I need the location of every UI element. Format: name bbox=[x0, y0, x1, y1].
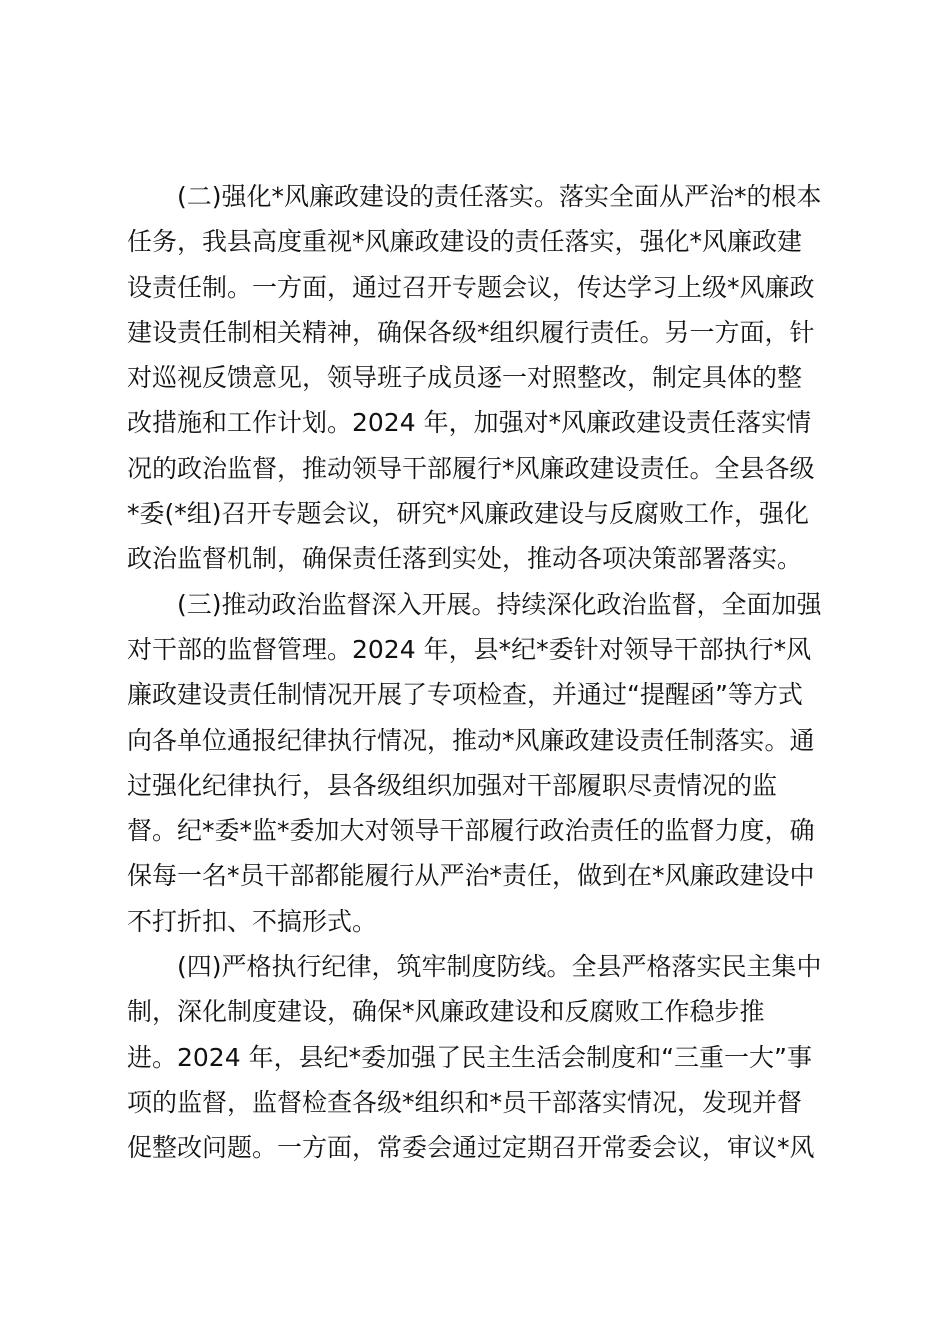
text-line: 改措施和工作计划。2024 年，加强对*风廉政建设责任落实情 bbox=[127, 408, 812, 438]
text-line: 督。纪*委*监*委加大对领导干部履行政治责任的监督力度，确 bbox=[127, 816, 815, 846]
body-text bbox=[127, 174, 837, 1171]
text-line: *委(*组)召开专题会议，研究*风廉政建设与反腐败工作，强化 bbox=[127, 499, 810, 529]
text-line: 设责任制。一方面，通过召开专题会议，传达学习上级*风廉政 bbox=[127, 272, 815, 302]
text-line: 建设责任制相关精神，确保各级*组织履行责任。另一方面，针 bbox=[127, 317, 815, 347]
paragraph-2-heading-line: (二)强化*风廉政建设的责任落实。落实全面从严治*的根本 bbox=[177, 182, 822, 211]
text-line: 过强化纪律执行，县各级组织加强对干部履职尽责情况的监 bbox=[127, 770, 778, 800]
text-line: 保每一名*员干部都能履行从严治*责任，做到在*风廉政建设中 bbox=[127, 861, 815, 891]
text-line: 廉政建设责任制情况开展了专项检查，并通过“提醒函”等方式 bbox=[127, 680, 803, 710]
text-line: 任务，我县高度重视*风廉政建设的责任落实，强化*风廉政建 bbox=[127, 227, 803, 257]
text-line: 进。2024 年，县纪*委加强了民主生活会制度和“三重一大”事 bbox=[127, 1042, 812, 1072]
paragraph-3-heading-line: (三)推动政治监督深入开展。持续深化政治监督，全面加强 bbox=[177, 589, 822, 619]
text-line: 政治监督机制，确保责任落到实处，推动各项决策部署落实。 bbox=[127, 544, 803, 574]
text-line: 对巡视反馈意见，领导班子成员逐一对照整改，制定具体的整 bbox=[127, 363, 803, 393]
text-line: 制，深化制度建设，确保*风廉政建设和反腐败工作稳步推 bbox=[127, 997, 765, 1027]
paragraph-4-heading-line: (四)严格执行纪律，筑牢制度防线。全县严格落实民主集中 bbox=[177, 952, 822, 982]
text-line: 促整改问题。一方面，常委会通过定期召开常委会议，审议*风 bbox=[127, 1133, 815, 1163]
text-line: 对干部的监督管理。2024 年，县*纪*委针对领导干部执行*风 bbox=[127, 634, 812, 664]
text-line: 不打折扣、不搞形式。 bbox=[127, 906, 378, 936]
text-line: 向各单位通报纪律执行情况，推动*风廉政建设责任制落实。通 bbox=[127, 725, 815, 755]
text-line: 项的监督，监督检查各级*组织和*员干部落实情况，发现并督 bbox=[127, 1087, 803, 1117]
text-line: 况的政治监督，推动领导干部履行*风廉政建设责任。全县各级 bbox=[127, 453, 815, 483]
